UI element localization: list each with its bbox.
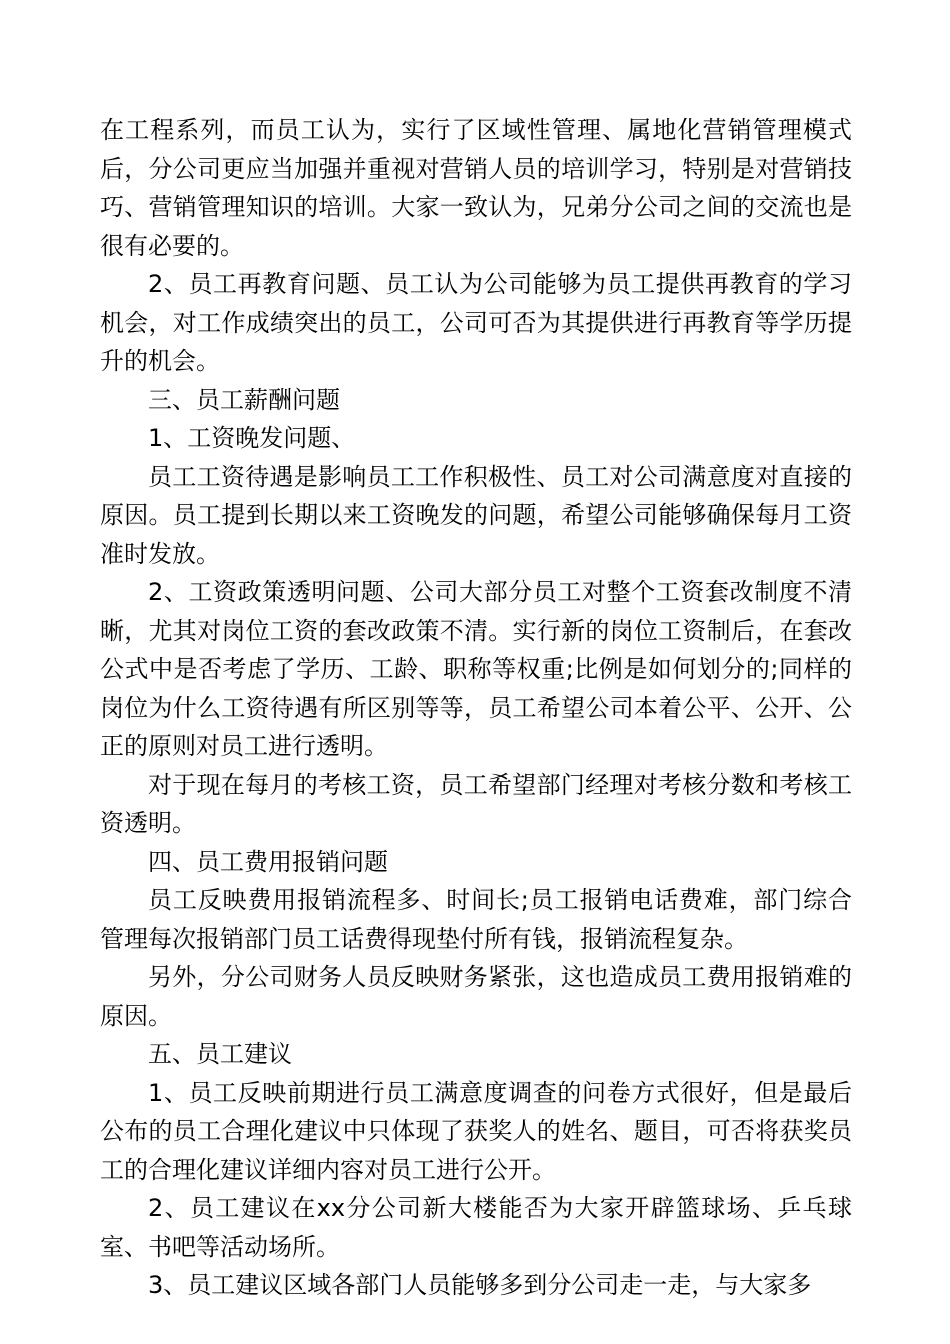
document-body (100, 111, 852, 1305)
paragraph-1: 在工程系列，而员工认为，实行了区域性管理、属地化营销管理模式后，分公司更应当加强并重视对营销人员的培训学习，特别是对营销技巧、营销管理知识的培训。大家一致认为，兄弟分公司之间的交流也是很有必要的。 (100, 116, 852, 260)
paragraph-5: 员工工资待遇是影响员工工作积极性、员工对公司满意度对直接的原因。员工提到长期以来工资晚发的问题，希望公司能够确保每月工资准时发放。 (100, 462, 852, 568)
paragraph-6: 2、工资政策透明问题、公司大部分员工对整个工资套改制度不清晰，尤其对岗位工资的套改政策不清。实行新的岗位工资制后，在套改公式中是否考虑了学历、工龄、职称等权重;比例是如何划分的;同样的岗位为什么工资待遇有所区别等等，员工希望公司本着公平、公开、公正的原则对员工进行透明。 (100, 578, 852, 760)
paragraph-10: 另外，分公司财务人员反映财务紧张，这也造成员工费用报销难的原因。 (100, 963, 852, 1030)
paragraph-13: 2、员工建议在xx分公司新大楼能否为大家开辟篮球场、乒乓球室、书吧等活动场所。 (100, 1194, 852, 1261)
paragraph-9: 员工反映费用报销流程多、时间长;员工报销电话费难，部门综合管理每次报销部门员工话费得现垫付所有钱，报销流程复杂。 (100, 886, 852, 953)
paragraph-14: 3、员工建议区域各部门人员能够多到分公司走一走，与大家多 (148, 1271, 812, 1299)
paragraph-12: 1、员工反映前期进行员工满意度调查的问卷方式很好，但是最后公布的员工合理化建议中只体现了获奖人的姓名、题目，可否将获奖员工的合理化建议详细内容对员工进行公开。 (100, 1078, 852, 1184)
section-heading-5: 五、员工建议 (148, 1040, 292, 1068)
section-heading-3: 三、员工薪酬问题 (148, 385, 340, 414)
paragraph-2: 2、员工再教育问题、员工认为公司能够为员工提供再教育的学习机会，对工作成绩突出的员工，公司可否为其提供进行再教育等学历提升的机会。 (100, 270, 852, 375)
section-heading-4: 四、员工费用报销问题 (148, 847, 388, 876)
paragraph-7: 对于现在每月的考核工资，员工希望部门经理对考核分数和考核工资透明。 (100, 770, 852, 837)
subheading-3-1: 1、工资晚发问题、 (148, 424, 356, 452)
